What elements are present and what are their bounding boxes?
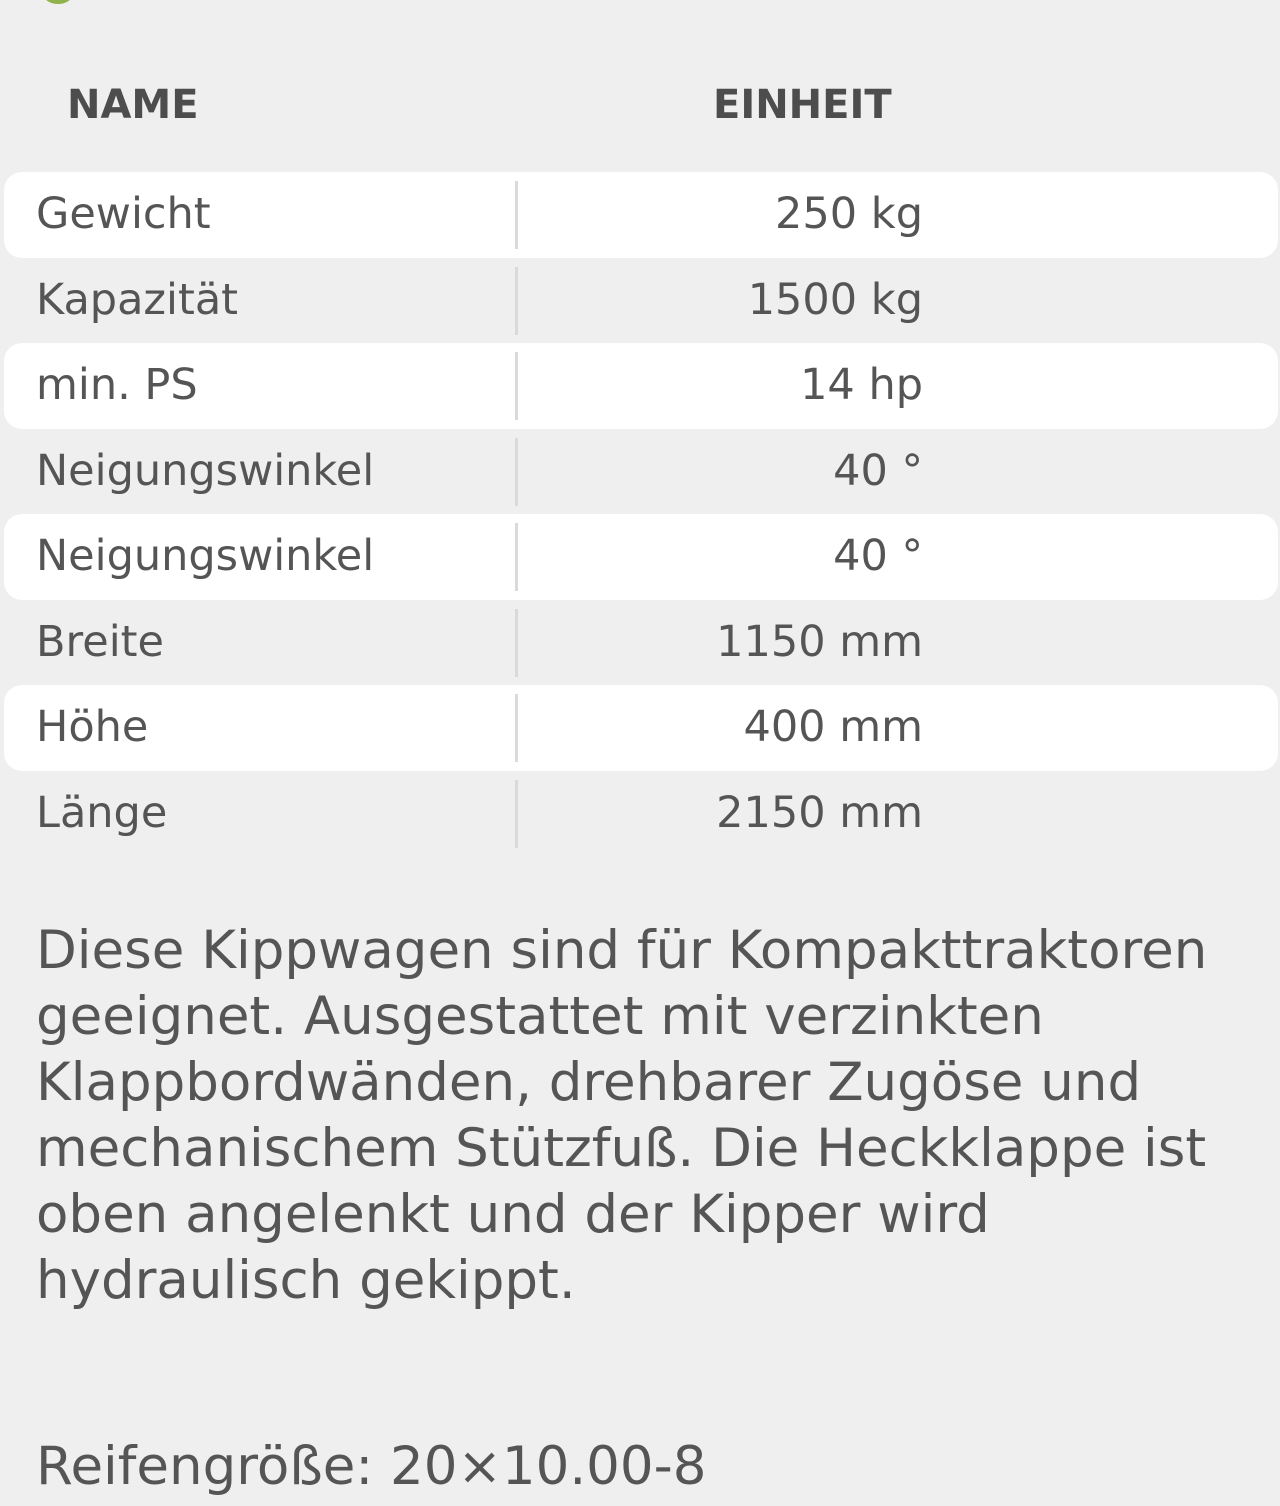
table-row bbox=[4, 685, 1278, 771]
table-row bbox=[4, 172, 1278, 258]
row-value: 400 mm bbox=[743, 702, 923, 752]
accent-dot bbox=[44, 0, 72, 4]
tire-size: Reifengröße: 20×10.00-8 bbox=[36, 1436, 707, 1497]
spec-table bbox=[0, 172, 1280, 856]
spec-table-header bbox=[0, 78, 1280, 132]
row-name: Kapazität bbox=[36, 274, 239, 325]
row-name: min. PS bbox=[36, 360, 198, 410]
table-row bbox=[4, 258, 1278, 344]
row-value: 40 ° bbox=[833, 531, 923, 581]
column-divider bbox=[515, 181, 518, 249]
row-name: Breite bbox=[36, 616, 164, 667]
column-divider bbox=[515, 780, 518, 848]
table-row bbox=[4, 771, 1278, 857]
row-value: 250 kg bbox=[775, 189, 923, 239]
row-value: 14 hp bbox=[800, 360, 923, 410]
row-value: 1150 mm bbox=[716, 616, 923, 667]
row-name: Länge bbox=[36, 787, 168, 838]
column-divider bbox=[515, 438, 518, 506]
row-value: 2150 mm bbox=[716, 787, 923, 838]
column-divider bbox=[515, 694, 518, 762]
column-divider bbox=[515, 609, 518, 677]
row-name: Neigungswinkel bbox=[36, 445, 375, 496]
table-row bbox=[4, 514, 1278, 600]
row-name: Gewicht bbox=[36, 189, 211, 239]
column-header-name: NAME bbox=[67, 82, 199, 128]
row-value: 1500 kg bbox=[747, 274, 923, 325]
column-divider bbox=[515, 523, 518, 591]
table-row bbox=[4, 429, 1278, 515]
row-name: Neigungswinkel bbox=[36, 531, 375, 581]
column-header-unit: EINHEIT bbox=[713, 82, 892, 128]
row-value: 40 ° bbox=[833, 445, 923, 496]
column-divider bbox=[515, 352, 518, 420]
table-row bbox=[4, 600, 1278, 686]
column-divider bbox=[515, 267, 518, 335]
table-row bbox=[4, 343, 1278, 429]
product-description: Diese Kippwagen sind für Kompakttraktoren geeignet. Ausgestattet mit verzinkten Klappbordwänden, drehbarer Zugöse und mechanischem Stützfuß. Die Heckklappe ist oben angelenkt und der Kipper wird hydraulisch gekippt. bbox=[36, 920, 1208, 1311]
row-name: Höhe bbox=[36, 702, 149, 752]
